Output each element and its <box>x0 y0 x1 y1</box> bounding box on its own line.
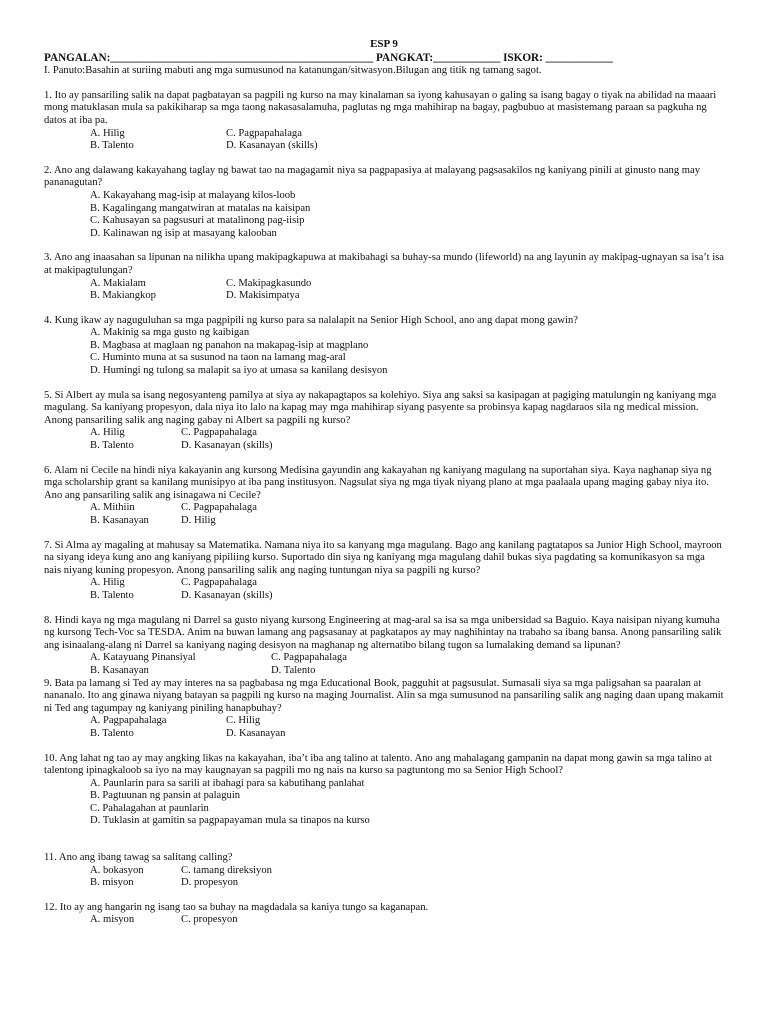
choices <box>90 502 724 527</box>
instructions: I. Panuto:Basahin at suriing mabuti ang mga sumusunod na katanungan/sitwasyon.Bilugan ang titik ng tamang sagot. <box>44 65 542 77</box>
choice-d[interactable]: D. Kasanayan (skills) <box>181 440 273 452</box>
choice-d[interactable]: D. Talento <box>271 664 316 676</box>
choice-a[interactable]: A. Kakayahang mag-isip at malayang kilos-loob <box>90 189 296 201</box>
question-3 <box>44 252 724 302</box>
question-6 <box>44 465 724 528</box>
choice-a[interactable]: A. Hilig <box>90 127 125 139</box>
choices <box>90 715 724 740</box>
choice-d[interactable]: D. Kalinawan ng isip at masayang kalooban <box>90 227 277 239</box>
choice-b[interactable]: B. Talento <box>90 727 134 739</box>
choice-d[interactable]: D. Humingi ng tulong sa malapit sa iyo at umasa sa kanilang desisyon <box>90 365 388 377</box>
choice-a[interactable]: A. misyon <box>90 914 135 926</box>
choices <box>90 652 724 677</box>
choice-a[interactable]: A. Makinig sa mga gusto ng kaibigan <box>90 327 250 339</box>
choices <box>90 427 724 452</box>
choices <box>90 577 724 602</box>
question-stem: 11. Ano ang ibang tawag sa salitang calling? <box>44 852 233 864</box>
question-stem: 12. Ito ay ang hangarin ng isang tao sa buhay na magdadala sa kaniya tungo sa kaganapan. <box>44 901 429 913</box>
question-stem: 7. Si Alma ay magaling at mahusay sa Matematika. Namana niya ito sa kanyang mga magulang. Bago ang kanilang pagtatapos sa Junior High School, mayroon na siyang ideya kung ano ang kaniyang pipiliing kurso. Suportado din siya ng kaniyang mga magulang dahil bukas siya pagdating sa komunikasyon sa mga nais niyang kuning propesyon. Anong pansariling salik ang naging tuntungan niya sa pagpili ng kurso? <box>44 539 722 576</box>
choice-c[interactable]: C. Pagpapahalaga <box>181 577 257 589</box>
question-stem: 4. Kung ikaw ay naguguluhan sa mga pagpipili ng kurso para sa nalalapit na Senior High School, ano ang dapat mong gawin? <box>44 314 578 326</box>
choices <box>90 190 724 240</box>
choice-d[interactable]: D. Hilig <box>181 515 216 526</box>
student-info-line: PANGALAN:_______________________________________________ PANGKAT:____________ ISKOR: ____________ <box>44 51 613 64</box>
choice-d[interactable]: D. Kasanayan (skills) <box>181 589 273 601</box>
question-10 <box>44 753 724 829</box>
question-8 <box>44 615 724 678</box>
choice-c[interactable]: C. Pahalagahan at paunlarin <box>90 802 209 814</box>
worksheet-title: ESP 9 <box>370 38 398 50</box>
choice-d[interactable]: D. Makisimpatya <box>226 290 300 302</box>
choice-c[interactable]: C. tamang direksiyon <box>181 864 272 876</box>
question-12 <box>44 902 724 927</box>
choice-b[interactable]: B. Kasanayan <box>90 664 149 676</box>
choice-c[interactable]: C. Pagpapahalaga <box>226 127 302 139</box>
choice-b[interactable]: B. Talento <box>90 140 134 152</box>
choice-b[interactable]: B. Makiangkop <box>90 290 156 302</box>
worksheet-page <box>44 38 724 927</box>
choice-b[interactable]: B. Kagalingang mangatwiran at matalas na kaisipan <box>90 202 311 214</box>
question-stem: 5. Si Albert ay mula sa isang negosyanteng pamilya at siya ay nakapagtapos sa kolehiyo. Siya ang saksi sa kasipagan at pagiging matulungin ng kaniyang mga magulang. Sa kaniyang propesyon, dala niya ito lalo na kapag may mga mahihirap siyang pasyente sa probinsya kapag nagdaraos sila ng medical mission. Anong pansariling salik ang naging gabay ni Albert sa pagpili ng kurso? <box>44 389 717 426</box>
question-5 <box>44 390 724 453</box>
choice-b[interactable]: B. Pagtuunan ng pansin at palaguin <box>90 790 241 802</box>
question-9 <box>44 678 724 741</box>
question-stem: 1. Ito ay pansariling salik na dapat pagbatayan sa pagpili ng kurso na may kinalaman sa iyong kahusayan o galing sa isang bagay o tiyak na abilidad na maaari mong matuklasan mula sa pakikiharap sa mga taong nakasasalamuha, paglutas ng mga mahihirap na bagay, pagbubuo at masistemang paraan sa pagkuha ng datos at iba pa. <box>44 89 717 126</box>
choices <box>90 865 724 890</box>
choice-b[interactable]: B. Kasanayan <box>90 515 149 526</box>
choice-a[interactable]: A. Mithiin <box>90 502 135 514</box>
choice-a[interactable]: A. Hilig <box>90 577 125 589</box>
question-7 <box>44 540 724 603</box>
choice-d[interactable]: D. propesyon <box>181 877 239 889</box>
choice-d[interactable]: D. Kasanayan (skills) <box>226 140 318 152</box>
question-11 <box>44 852 724 890</box>
question-1 <box>44 90 724 153</box>
choice-d[interactable]: D. Tuklasin at gamitin sa pagpapayaman mula sa tinapos na kurso <box>90 815 370 827</box>
question-stem: 6. Alam ni Cecile na hindi niya kakayanin ang kursong Medisina gayundin ang kakayahan ng kaniyang magulang na suportahan siya. Kaya naghanap siya ng mga scholarship grant sa kanilang munisipyo at iba pang institusyon. Nagsulat siya ng mga tiyak niyang plano at mga paalaala upang maging gabay niya ito. Ano ang pansariling salik ang isinagawa ni Cecile? <box>44 464 712 501</box>
question-stem: 10. Ang lahat ng tao ay may angking likas na kakayahan, iba’t iba ang talino at talento. Ano ang mahalagang gampanin na dapat mong gawin sa mga talino at talentong ipinagkaloob sa iyo na may kaugnayan sa pagpili mo ng nais na kurso sa pagtuntong mo sa Senior High School? <box>44 752 712 777</box>
choice-c[interactable]: C. Makipagkasundo <box>226 277 312 289</box>
choices <box>90 278 724 303</box>
choices <box>90 128 724 153</box>
choices <box>90 327 724 377</box>
choice-c[interactable]: C. Pagpapahalaga <box>181 502 257 514</box>
choice-a[interactable]: A. Paunlarin para sa sarili at ibahagi para sa kabutihang panlahat <box>90 777 365 789</box>
choice-a[interactable]: A. Hilig <box>90 427 125 439</box>
question-stem: 2. Ano ang dalawang kakayahang taglay ng bawat tao na magagamit niya sa pagpapasiya at malayang pagsasakilos ng kaniyang pinili at ginusto nang may pananagutan? <box>44 164 701 189</box>
choice-b[interactable]: B. misyon <box>90 877 134 889</box>
choice-c[interactable]: C. Pagpapahalaga <box>181 427 257 439</box>
choice-a[interactable]: A. bokasyon <box>90 864 144 876</box>
choice-c[interactable]: C. Huminto muna at sa susunod na taon na lamang mag-aral <box>90 352 346 364</box>
choice-a[interactable]: A. Makialam <box>90 277 146 289</box>
question-stem: 8. Hindi kaya ng mga magulang ni Darrel sa gusto niyang kursong Engineering at mag-aral sa isa sa mga unibersidad sa Baguio. Kaya naisipan niyang kumuha ng kursong Tech-Voc sa TESDA. Anim na buwan lamang ang pagsasanay at pagkatapos ay may naghihintay na trabaho sa ibang bansa. Anong pansariling salik ang isinaalang-alang ni Darrel sa kaniyang naging desisyon na maghanap ng alternatibo bilang tugon sa lumalaking demand sa lipunan? <box>44 614 722 651</box>
choice-c[interactable]: C. Hilig <box>226 715 261 727</box>
choice-d[interactable]: D. Kasanayan <box>226 727 286 739</box>
choice-b[interactable]: B. Talento <box>90 589 134 601</box>
choices <box>90 778 724 828</box>
choice-c[interactable]: C. Pagpapahalaga <box>271 652 347 664</box>
question-4 <box>44 315 724 378</box>
choice-a[interactable]: A. Pagpapahalaga <box>90 715 167 727</box>
choices <box>90 914 724 927</box>
choice-c[interactable]: C. Kahusayan sa pagsusuri at matalinong pag-iisip <box>90 215 305 227</box>
question-stem: 3. Ano ang inaasahan sa lipunan na nilikha upang makipagkapuwa at makibahagi sa buhay-sa mundo (lifeworld) na ang layunin ay makipag-ugnayan sa isa’t isa at makipagtulungan? <box>44 252 724 276</box>
choice-b[interactable]: B. Talento <box>90 440 134 452</box>
choice-a[interactable]: A. Katayuang Pinansiyal <box>90 652 196 664</box>
question-2 <box>44 165 724 241</box>
question-stem: 9. Bata pa lamang si Ted ay may interes na sa pagbabasa ng mga Educational Book, pagguhit at pagsusulat. Sumasali siya sa mga paligsahan sa paaralan at nananalo. Ito ang ginawa niyang batayan sa pagpili ng kurso na maging Journalist. Alin sa mga sumusunod na pansariling salik ang naging daan upang makamit ni Ted ang tagumpay ng kaniyang piniling hanapbuhay? <box>44 677 724 714</box>
choice-c[interactable]: C. propesyon <box>181 914 238 926</box>
choice-b[interactable]: B. Magbasa at maglaan ng panahon na makapag-isip at magplano <box>90 339 369 351</box>
